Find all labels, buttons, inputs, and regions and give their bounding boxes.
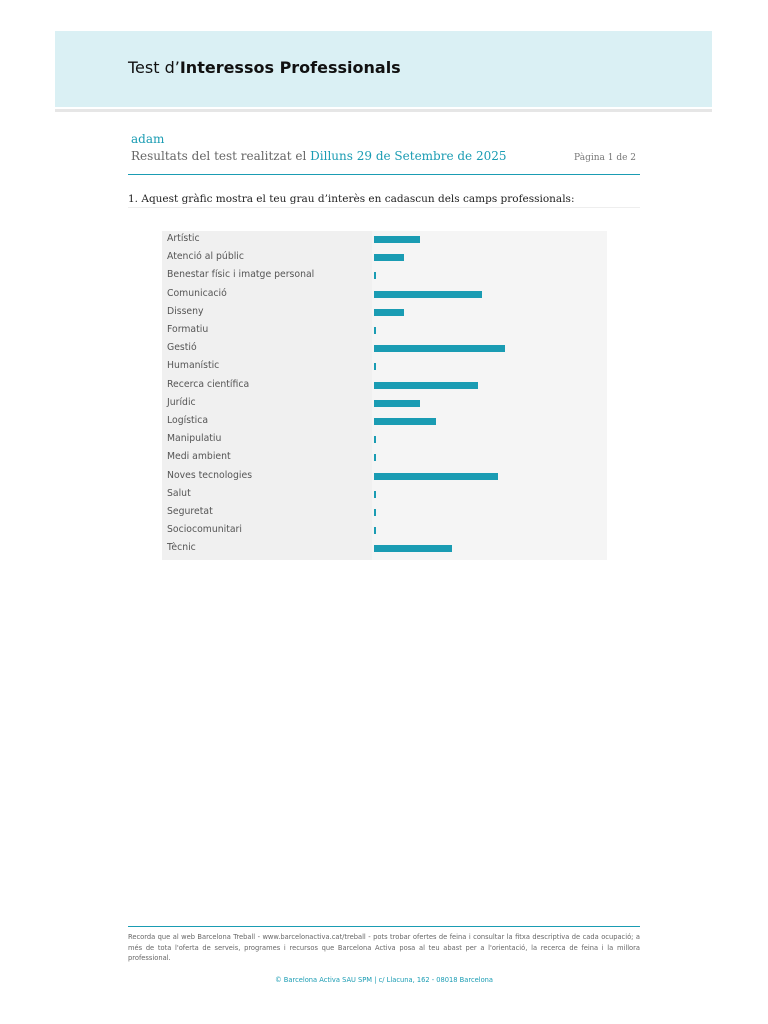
- category-label: Benestar físic i imatge personal: [167, 269, 315, 281]
- chart-row: [162, 358, 607, 376]
- interest-bar: [374, 436, 376, 443]
- category-label: Formatiu: [167, 324, 209, 335]
- footer-note: Recorda que al web Barcelona Treball - www.barcelonactiva.cat/treball - pots trobar ofertes de feina i consultar la fitxa descriptiva de cada ocupació; a més de tota l'oferta de serveis, programes i recursos que Barcelona Activa posa al teu abast per a l'orientació, la recerca de feina i la millora professional.: [128, 933, 640, 962]
- header-banner: [55, 31, 712, 107]
- interest-bar: [374, 309, 404, 316]
- category-label: Jurídic: [167, 396, 196, 408]
- interest-bar: [374, 527, 376, 534]
- interest-bar: [374, 454, 376, 461]
- footer-copyright: © Barcelona Activa SAU SPM | c/ Llacuna, 162 - 08018 Barcelona: [274, 976, 494, 984]
- category-label: Artístic: [167, 233, 200, 244]
- test-date: Dilluns 29 de Setembre de 2025: [310, 149, 507, 163]
- category-label: Seguretat: [167, 506, 213, 517]
- chart-row: [162, 231, 607, 249]
- chart-row: [162, 468, 607, 486]
- category-label: Medi ambient: [167, 451, 231, 463]
- results-prefix: Resultats del test realitzat el: [131, 149, 307, 163]
- category-label: Comunicació: [167, 287, 227, 299]
- interest-bar: [374, 291, 482, 298]
- chart-row: [162, 449, 607, 467]
- user-name: adam: [131, 132, 165, 146]
- page-indicator: Pàgina 1 de 2: [574, 153, 636, 163]
- chart-row: [162, 377, 607, 395]
- category-label: Disseny: [167, 305, 204, 317]
- category-label: Recerca científica: [167, 378, 250, 390]
- footer-divider: [128, 926, 640, 927]
- category-label: Noves tecnologies: [167, 469, 253, 481]
- chart-row: [162, 322, 607, 340]
- interest-bar: [374, 236, 420, 243]
- interest-bar: [374, 545, 452, 552]
- interest-bar-chart: [162, 231, 607, 560]
- question-text: 1. Aquest gràfic mostra el teu grau d’interès en cadascun dels camps professionals:: [128, 193, 575, 205]
- banner-divider: [55, 109, 712, 112]
- interest-bar: [374, 272, 376, 279]
- chart-row: [162, 286, 607, 304]
- results-line: [131, 149, 507, 163]
- chart-row: [162, 540, 607, 558]
- title-bold: Interessos Professionals: [179, 58, 401, 77]
- question-divider: [128, 207, 640, 208]
- interest-bar: [374, 509, 376, 516]
- category-label: Atenció al públic: [167, 251, 244, 263]
- chart-row: [162, 304, 607, 322]
- chart-row: [162, 340, 607, 358]
- category-label: Gestió: [167, 342, 197, 354]
- chart-row: [162, 267, 607, 285]
- chart-row: [162, 413, 607, 431]
- header-divider: [128, 174, 640, 175]
- category-label: Manipulatiu: [167, 433, 222, 445]
- interest-bar: [374, 418, 436, 425]
- chart-row: [162, 431, 607, 449]
- category-label: Humanístic: [167, 360, 220, 372]
- chart-row: [162, 395, 607, 413]
- title-prefix: Test d’: [128, 58, 180, 77]
- interest-bar: [374, 327, 376, 334]
- chart-row: [162, 522, 607, 540]
- chart-row: [162, 486, 607, 504]
- category-label: Sociocomunitari: [167, 524, 242, 536]
- category-label: Salut: [167, 487, 191, 499]
- interest-bar: [374, 254, 404, 261]
- page-title: [128, 58, 401, 77]
- chart-row: [162, 249, 607, 267]
- interest-bar: [374, 345, 505, 352]
- category-label: Tècnic: [167, 542, 196, 554]
- chart-row: [162, 504, 607, 522]
- category-label: Logística: [167, 415, 209, 426]
- interest-bar: [374, 363, 376, 370]
- interest-bar: [374, 473, 498, 480]
- interest-bar: [374, 382, 478, 389]
- interest-bar: [374, 400, 420, 407]
- interest-bar: [374, 491, 376, 498]
